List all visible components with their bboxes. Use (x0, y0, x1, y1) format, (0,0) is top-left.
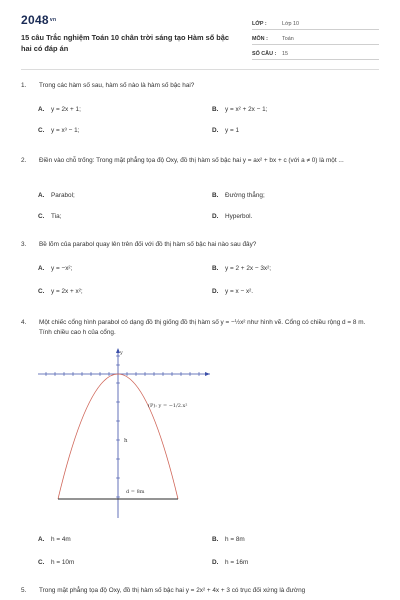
question-number: 1. (21, 82, 27, 89)
option-text: y = 1 (225, 127, 240, 134)
option-text: Parabol; (51, 192, 75, 199)
question-number: 5. (21, 587, 27, 594)
option-d[interactable] (212, 127, 239, 134)
option-d[interactable] (212, 213, 252, 220)
option-c[interactable] (38, 288, 83, 295)
question-number: 2. (21, 157, 27, 164)
option-letter: B. (212, 536, 219, 543)
header-divider (21, 69, 379, 70)
option-text: Đường thẳng; (225, 192, 265, 199)
option-letter: A. (38, 536, 45, 543)
parabola-gate-figure (38, 348, 210, 518)
option-letter: D. (212, 288, 219, 295)
logo-suffix: vn (49, 17, 57, 23)
option-c[interactable] (38, 127, 79, 134)
option-letter: C. (38, 127, 45, 134)
option-letter: B. (212, 106, 219, 113)
option-letter: A. (38, 265, 45, 272)
height-label: h (124, 438, 128, 444)
option-letter: D. (212, 127, 219, 134)
option-text: y = 2 + 2x − 3x²; (225, 265, 272, 272)
meta-info (252, 15, 379, 60)
question-text: Trong mặt phẳng tọa độ Oxy, đồ thị hàm số bậc hai y = 2x² + 4x + 3 có trục đối xứng là đường (39, 587, 306, 594)
option-c[interactable] (38, 213, 61, 220)
x-axis-arrow (205, 372, 210, 376)
meta-value: Lớp 10 (282, 21, 300, 27)
option-text: h = 16m (225, 559, 249, 566)
option-letter: D. (212, 559, 219, 566)
option-d[interactable] (212, 559, 248, 566)
option-b[interactable] (212, 265, 271, 272)
site-logo[interactable] (21, 13, 56, 27)
option-text: Tia; (51, 213, 62, 220)
question-number: 4. (21, 319, 27, 326)
option-d[interactable] (212, 288, 253, 295)
option-b[interactable] (212, 192, 265, 199)
y-axis-label: y (120, 350, 123, 356)
option-text: y = −x²; (51, 265, 73, 272)
question-text: Bề lõm của parabol quay lên trên đối với đồ thị hàm số bậc hai nào sau đây? (39, 241, 257, 248)
option-b[interactable] (212, 106, 267, 113)
option-text: y = x − x². (225, 288, 254, 295)
option-letter: C. (38, 559, 45, 566)
meta-row-count (252, 45, 379, 60)
option-letter: B. (212, 192, 219, 199)
meta-row-class (252, 15, 379, 30)
option-text: y = x³ − 1; (51, 127, 80, 134)
curve-label: (P): y = −1/2.x² (148, 403, 188, 409)
option-text: y = x² + 2x − 1; (225, 106, 268, 113)
meta-row-subject (252, 30, 379, 45)
option-a[interactable] (38, 192, 75, 199)
question-text: Một chiếc cổng hình parabol có dạng đồ thị giống đồ thị hàm số y = −½x² như hình vẽ. Cổng có chiều rộng d = 8 m. Tính chiều cao h của cổng. (39, 319, 366, 336)
meta-label: SỐ CÂU : (252, 51, 277, 57)
width-label: d = 8m (126, 489, 145, 495)
option-text: h = 10m (51, 559, 75, 566)
meta-label: LỚP : (252, 21, 267, 27)
option-c[interactable] (38, 559, 74, 566)
meta-value: Toán (282, 36, 294, 42)
option-b[interactable] (212, 536, 245, 543)
question-text: Trong các hàm số sau, hàm số nào là hàm số bậc hai? (39, 82, 195, 89)
option-a[interactable] (38, 536, 71, 543)
option-a[interactable] (38, 106, 81, 113)
option-text: h = 4m (51, 536, 71, 543)
page-title: 15 câu Trắc nghiệm Toán 10 chân trời sáng tạo Hàm số bậc hai có đáp án (21, 33, 230, 53)
option-a[interactable] (38, 265, 72, 272)
option-text: h = 8m (225, 536, 245, 543)
option-letter: B. (212, 265, 219, 272)
meta-label: MÔN : (252, 36, 268, 42)
option-letter: C. (38, 288, 45, 295)
option-text: y = 2x + x²; (51, 288, 83, 295)
option-letter: C. (38, 213, 45, 220)
option-text: Hyperbol. (225, 213, 253, 220)
option-letter: A. (38, 106, 45, 113)
logo-text: 2048 (21, 13, 49, 27)
option-letter: A. (38, 192, 45, 199)
option-letter: D. (212, 213, 219, 220)
meta-value: 15 (282, 51, 288, 57)
question-number: 3. (21, 241, 27, 248)
option-text: y = 2x + 1; (51, 106, 81, 113)
question-text: Điền vào chỗ trống: Trong mặt phẳng tọa độ Oxy, đồ thị hàm số bậc hai y = ax² + bx + c (với a ≠ 0) là một ... (39, 157, 344, 164)
